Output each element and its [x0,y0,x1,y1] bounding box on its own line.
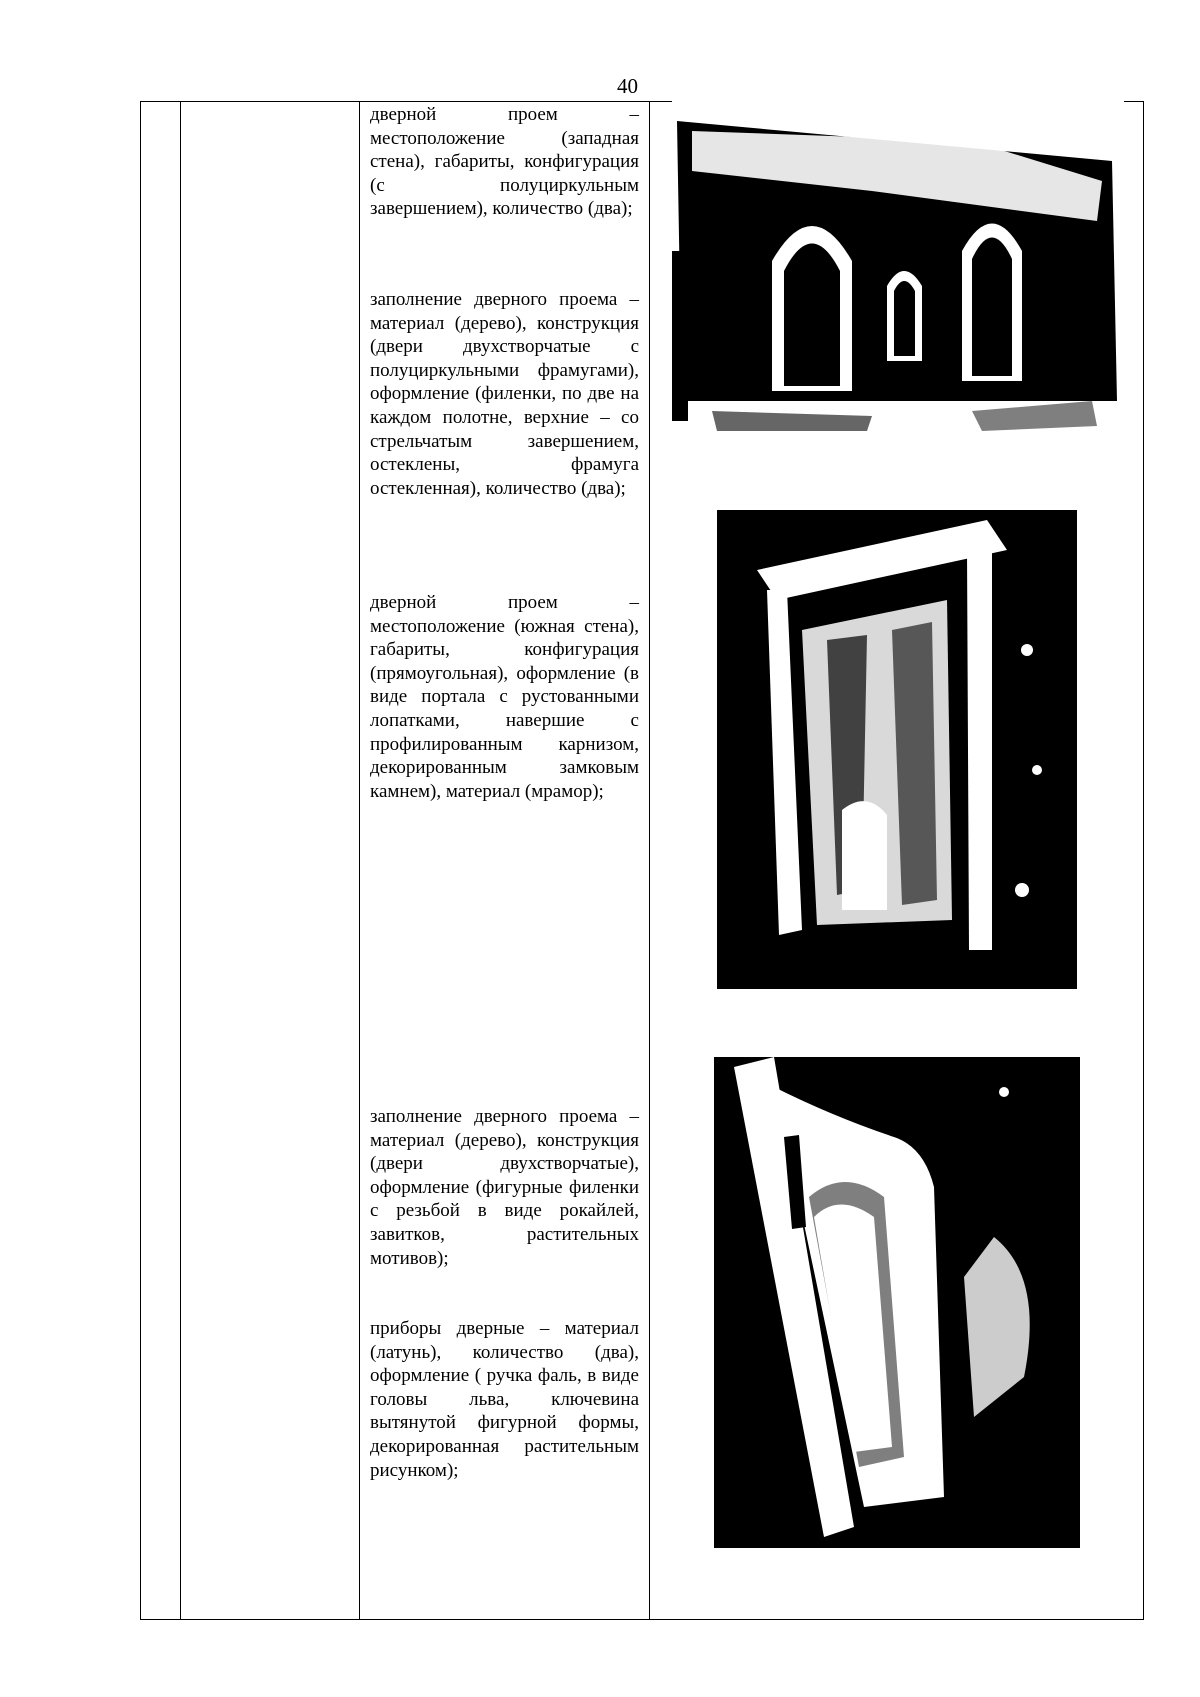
paragraph-south-doorway: дверной проем – местоположение (южная стена), габариты, конфигурация (прямоугольная), оформление (в виде портала с рустованными лопатками, навершие с профилированным карнизом, декорированным замковым камнем), материал (мрамор); [370,592,639,802]
paragraph-south-door-fill: заполнение дверного проема – материал (дерево), конструкция (двери двухстворчатые), оформление (фигурные филенки с резьбой в виде рокайлей, завитков, растительных мотивов); [370,1106,639,1269]
paragraph-west-doorway: дверной проем – местоположение (западная стена), габариты, конфигурация (с полуциркульным завершением), количество (два); [370,104,639,220]
carved-door-photo [714,1057,1080,1548]
marble-portal-photo [717,510,1077,989]
column-divider-1 [180,102,181,1619]
facade-arched-doors-photo [672,101,1124,443]
paragraph-door-hardware: приборы дверные – материал (латунь), количество (два), оформление ( ручка фаль, в виде головы льва, ключевина вытянутой фигурной формы, декорированная растительным рисунком); [370,1318,639,1481]
paragraph-west-door-fill: заполнение дверного проема – материал (дерево), конструкция (двери двухстворчатые с полуциркульными фрамугами), оформление (филенки, по две на каждом полотне, верхние – со стрельчатым завершением, остеклены, фрамуга остекленная), количество (два); [370,289,639,499]
page-number: 40 [617,74,638,98]
column-divider-2 [359,102,360,1619]
column-divider-3 [649,102,650,1619]
